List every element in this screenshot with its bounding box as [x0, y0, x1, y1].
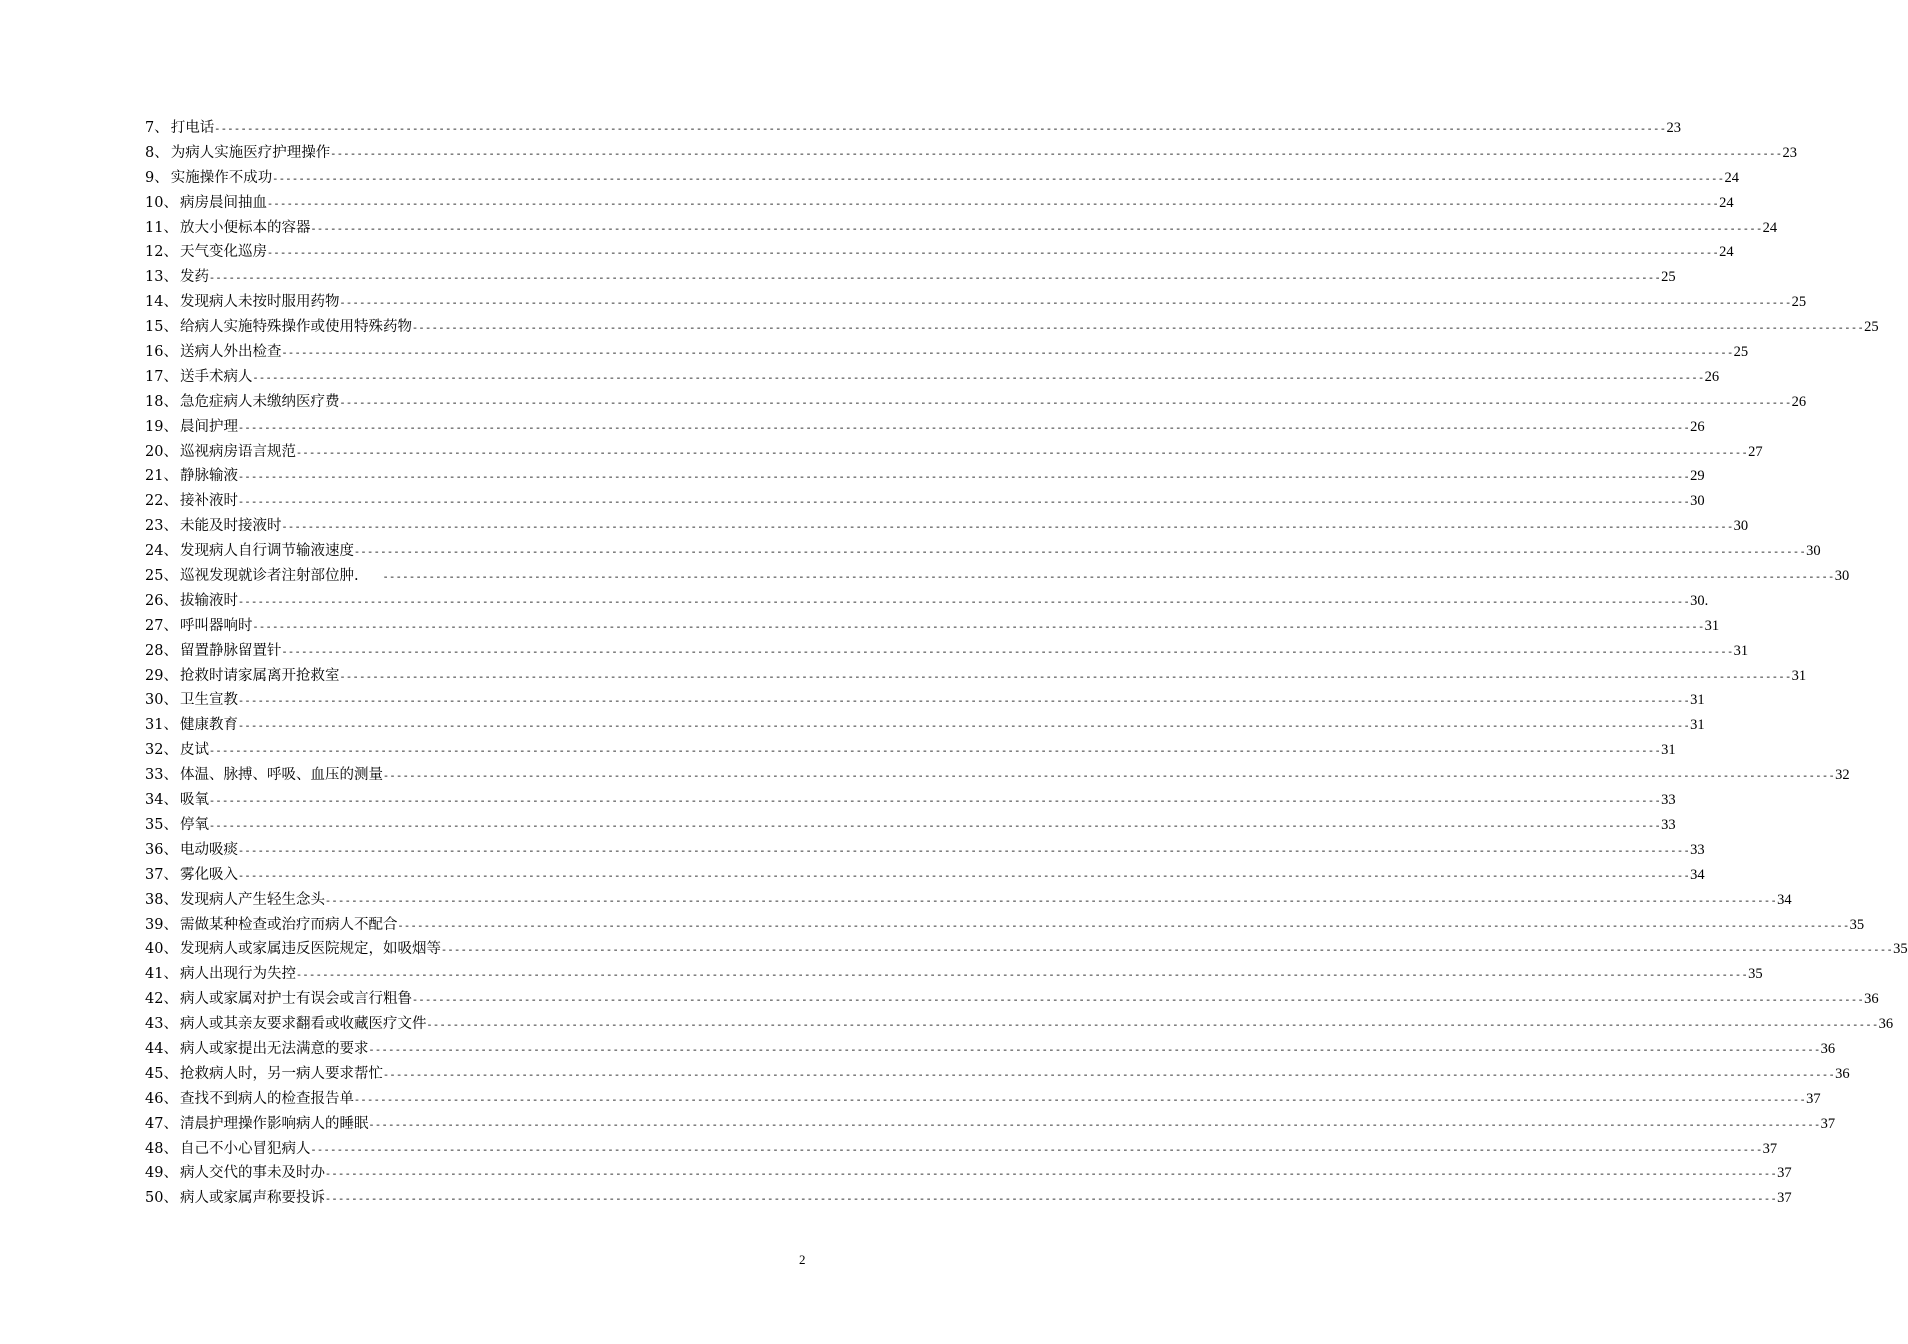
toc-entry-title: 病房晨间抽血 — [179, 194, 267, 211]
toc-dot-leader: ---------------------------------------------------------------------------------------------------------------------------------------------------------------------------------------------------------------------------- — [426, 1021, 1879, 1033]
toc-entry-separator: 、 — [163, 667, 178, 684]
toc-entry-number: 10 — [145, 194, 164, 211]
toc-entry[interactable] — [145, 1137, 1778, 1162]
toc-entry[interactable] — [145, 913, 1865, 938]
toc-entry-separator: 、 — [163, 443, 178, 460]
toc-entry-number: 25 — [145, 568, 164, 585]
toc-dot-leader: ---------------------------------------------------------------------------------------------------------------------------------------------------------------------------------------------------------------------------- — [266, 199, 1720, 211]
toc-dot-leader: ---------------------------------------------------------------------------------------------------------------------------------------------------------------------------------------------------------------------------- — [237, 498, 1691, 510]
toc-dot-leader: ---------------------------------------------------------------------------------------------------------------------------------------------------------------------------------------------------------------------------- — [382, 1070, 1836, 1082]
toc-entry-title: 留置静脉留置针 — [179, 642, 282, 659]
toc-entry-number: 23 — [145, 518, 164, 535]
toc-entry[interactable] — [145, 464, 1705, 489]
toc-entry-title: 发现病人或家属违反医院规定，如吸烟等 — [179, 941, 441, 958]
toc-entry-separator: 、 — [163, 368, 178, 385]
toc-entry-number: 8 — [145, 144, 155, 161]
toc-entry-title: 需做某种检查或治疗而病人不配合 — [179, 916, 398, 933]
toc-entry-number: 18 — [145, 393, 164, 410]
toc-entry-number: 36 — [145, 841, 164, 858]
toc-entry-number: 16 — [145, 344, 164, 361]
toc-dot-leader: ---------------------------------------------------------------------------------------------------------------------------------------------------------------------------------------------------------------------------- — [324, 1195, 1778, 1207]
toc-entry[interactable] — [145, 240, 1734, 265]
toc-entry-title: 皮试 — [179, 742, 209, 759]
toc-entry-separator: 、 — [163, 1115, 178, 1132]
toc-entry-title: 未能及时接液时 — [179, 518, 282, 535]
toc-dot-leader: ---------------------------------------------------------------------------------------------------------------------------------------------------------------------------------------------------------------------------- — [353, 548, 1807, 560]
toc-entry-title: 送手术病人 — [179, 368, 253, 385]
toc-entry[interactable] — [145, 863, 1705, 888]
toc-entry[interactable] — [145, 265, 1676, 290]
toc-entry-page: 26 — [1791, 393, 1807, 410]
toc-entry[interactable] — [145, 763, 1850, 788]
toc-entry-separator: 、 — [163, 393, 178, 410]
toc-dot-leader: ---------------------------------------------------------------------------------------------------------------------------------------------------------------------------------------------------------------------------- — [237, 722, 1691, 734]
toc-entry-separator: 、 — [163, 518, 178, 535]
toc-entry-title: 停氧 — [179, 816, 209, 833]
toc-entry[interactable] — [145, 1186, 1792, 1211]
toc-entry-separator: 、 — [163, 642, 178, 659]
toc-entry-number: 39 — [145, 916, 164, 933]
toc-entry-title: 病人或家提出无法满意的要求 — [179, 1040, 369, 1057]
toc-entry-separator: 、 — [163, 468, 178, 485]
toc-entry[interactable] — [145, 564, 1850, 589]
toc-entry[interactable] — [145, 713, 1705, 738]
toc-entry-page: 37 — [1806, 1090, 1821, 1107]
toc-entry-page: 29 — [1690, 468, 1705, 485]
toc-entry-number: 34 — [145, 792, 164, 809]
toc-dot-leader: ---------------------------------------------------------------------------------------------------------------------------------------------------------------------------------------------------------------------------- — [266, 249, 1720, 261]
toc-entry-separator: 、 — [163, 792, 178, 809]
toc-entry-title: 病人交代的事未及时办 — [179, 1165, 325, 1182]
toc-dot-leader: ---------------------------------------------------------------------------------------------------------------------------------------------------------------------------------------------------------------------------- — [330, 149, 1783, 161]
toc-entry-title: 发现病人自行调节输液速度 — [179, 543, 354, 560]
toc-dot-leader: ---------------------------------------------------------------------------------------------------------------------------------------------------------------------------------------------------------------------------- — [310, 224, 1763, 236]
toc-dot-leader: ---------------------------------------------------------------------------------------------------------------------------------------------------------------------------------------------------------------------------- — [237, 697, 1691, 709]
toc-dot-leader: ---------------------------------------------------------------------------------------------------------------------------------------------------------------------------------------------------------------------------- — [237, 846, 1691, 858]
toc-entry-number: 14 — [145, 294, 164, 311]
toc-dot-leader: ---------------------------------------------------------------------------------------------------------------------------------------------------------------------------------------------------------------------------- — [237, 597, 1691, 609]
toc-entry-title: 巡视病房语言规范 — [179, 443, 296, 460]
toc-entry-number: 30 — [145, 692, 164, 709]
toc-entry-number: 11 — [145, 219, 164, 236]
toc-entry[interactable] — [145, 489, 1705, 514]
toc-entry-number: 13 — [145, 269, 164, 286]
toc-dot-leader: ---------------------------------------------------------------------------------------------------------------------------------------------------------------------------------------------------------------------------- — [440, 946, 1894, 958]
toc-entry[interactable] — [145, 315, 1879, 340]
toc-entry-title: 查找不到病人的检查报告单 — [179, 1090, 354, 1107]
toc-entry-number: 17 — [145, 368, 164, 385]
toc-entry[interactable] — [145, 340, 1749, 365]
toc-entry[interactable] — [145, 888, 1792, 913]
toc-entry-page: 30 — [1806, 543, 1821, 560]
toc-entry[interactable] — [145, 1062, 1850, 1087]
toc-entry[interactable] — [145, 514, 1749, 539]
toc-entry-page: 27 — [1748, 443, 1763, 460]
toc-entry-title: 放大小便标本的容器 — [179, 219, 311, 236]
toc-entry-number: 28 — [145, 642, 164, 659]
toc-entry-title: 雾化吸入 — [179, 866, 238, 883]
table-of-contents — [145, 116, 1908, 1211]
toc-entry-separator: 、 — [163, 692, 178, 709]
toc-entry-page: 25 — [1733, 344, 1749, 361]
toc-dot-leader: ---------------------------------------------------------------------------------------------------------------------------------------------------------------------------------------------------------------------------- — [237, 423, 1691, 435]
toc-dot-leader: ---------------------------------------------------------------------------------------------------------------------------------------------------------------------------------------------------------------------------- — [281, 647, 1734, 659]
toc-entry-title: 自己不小心冒犯病人 — [179, 1140, 311, 1157]
toc-entry-page: 24 — [1724, 169, 1739, 186]
toc-entry-title: 拔输液时 — [179, 592, 238, 609]
toc-dot-leader: ---------------------------------------------------------------------------------------------------------------------------------------------------------------------------------------------------------------------------- — [272, 174, 1725, 186]
toc-entry-separator: 、 — [154, 169, 169, 186]
toc-entry-title: 急危症病人未缴纳医疗费 — [179, 393, 340, 410]
toc-entry[interactable] — [145, 440, 1763, 465]
toc-entry-number: 20 — [145, 443, 164, 460]
toc-entry-title: 接补液时 — [179, 493, 238, 510]
toc-entry-separator: 、 — [163, 1165, 178, 1182]
toc-entry-number: 37 — [145, 866, 164, 883]
toc-entry-number: 31 — [145, 717, 164, 734]
toc-entry[interactable] — [145, 141, 1797, 166]
toc-entry-page: 26 — [1704, 368, 1720, 385]
toc-entry-title: 呼叫器响时 — [179, 617, 253, 634]
toc-entry[interactable] — [145, 116, 1681, 141]
toc-dot-leader: ---------------------------------------------------------------------------------------------------------------------------------------------------------------------------------------------------------------------------- — [237, 473, 1691, 485]
toc-entry-title: 实施操作不成功 — [170, 169, 273, 186]
toc-entry-title: 天气变化巡房 — [179, 244, 267, 261]
toc-entry[interactable] — [145, 1112, 1836, 1137]
toc-dot-leader: ---------------------------------------------------------------------------------------------------------------------------------------------------------------------------------------------------------------------------- — [339, 672, 1792, 684]
toc-dot-leader: ---------------------------------------------------------------------------------------------------------------------------------------------------------------------------------------------------------------------------- — [208, 797, 1662, 809]
toc-entry[interactable] — [145, 688, 1705, 713]
toc-entry-number: 27 — [145, 617, 164, 634]
toc-entry-page: 24 — [1762, 219, 1778, 236]
toc-entry-number: 38 — [145, 891, 164, 908]
toc-entry-separator: 、 — [163, 767, 178, 784]
toc-entry-number: 22 — [145, 493, 164, 510]
toc-entry-page: 31 — [1690, 717, 1705, 734]
toc-entry-page: 30 — [1834, 568, 1850, 585]
toc-entry-separator: 、 — [163, 742, 178, 759]
toc-entry-number: 48 — [145, 1140, 164, 1157]
toc-dot-leader: ---------------------------------------------------------------------------------------------------------------------------------------------------------------------------------------------------------------------------- — [208, 747, 1662, 759]
toc-entry-separator: 、 — [163, 916, 178, 933]
toc-entry-separator: 、 — [163, 1040, 178, 1057]
toc-entry[interactable] — [145, 664, 1807, 689]
toc-dot-leader: ---------------------------------------------------------------------------------------------------------------------------------------------------------------------------------------------------------------------------- — [397, 921, 1850, 933]
toc-entry[interactable] — [145, 415, 1705, 440]
toc-entry-page: 36 — [1878, 1016, 1894, 1033]
toc-entry-number: 49 — [145, 1165, 164, 1182]
toc-entry-page: 24 — [1719, 244, 1734, 261]
toc-entry-title: 清晨护理操作影响病人的睡眠 — [179, 1115, 369, 1132]
toc-entry[interactable] — [145, 838, 1705, 863]
toc-dot-leader: ---------------------------------------------------------------------------------------------------------------------------------------------------------------------------------------------------------------------------- — [339, 398, 1792, 410]
toc-entry[interactable] — [145, 1012, 1894, 1037]
toc-entry-title: 发药 — [179, 269, 209, 286]
toc-entry[interactable] — [145, 813, 1676, 838]
toc-entry[interactable] — [145, 216, 1778, 241]
toc-entry-number: 50 — [145, 1190, 164, 1207]
toc-entry-separator: 、 — [163, 717, 178, 734]
toc-entry-separator: 、 — [163, 219, 178, 236]
toc-dot-leader: ---------------------------------------------------------------------------------------------------------------------------------------------------------------------------------------------------------------------------- — [252, 373, 1705, 385]
toc-entry-page: 25 — [1791, 294, 1807, 311]
toc-entry-title: 发现病人产生轻生念头 — [179, 891, 325, 908]
toc-entry-number: 41 — [145, 966, 164, 983]
toc-entry[interactable] — [145, 639, 1749, 664]
toc-dot-leader: ---------------------------------------------------------------------------------------------------------------------------------------------------------------------------------------------------------------------------- — [252, 622, 1705, 634]
toc-dot-leader: ---------------------------------------------------------------------------------------------------------------------------------------------------------------------------------------------------------------------------- — [281, 349, 1734, 361]
toc-entry-number: 29 — [145, 667, 164, 684]
toc-entry-number: 47 — [145, 1115, 164, 1132]
toc-entry-page: 37 — [1762, 1140, 1778, 1157]
toc-entry-number: 24 — [145, 543, 164, 560]
toc-entry-separator: 、 — [163, 1016, 178, 1033]
toc-entry-page: 23 — [1782, 144, 1797, 161]
toc-entry-page: 33 — [1661, 792, 1676, 809]
toc-entry-separator: 、 — [163, 194, 178, 211]
toc-entry-separator: 、 — [163, 568, 178, 585]
toc-entry-number: 35 — [145, 816, 164, 833]
toc-entry-title: 打电话 — [170, 120, 215, 136]
toc-entry-page: 30. — [1690, 592, 1709, 609]
toc-entry-title: 病人出现行为失控 — [179, 966, 296, 983]
toc-entry-title: 病人或家属对护士有误会或言行粗鲁 — [179, 991, 412, 1008]
toc-entry[interactable] — [145, 166, 1739, 191]
toc-entry-page: 30 — [1733, 518, 1749, 535]
toc-entry-title: 晨间护理 — [179, 418, 238, 435]
toc-dot-leader: ---------------------------------------------------------------------------------------------------------------------------------------------------------------------------------------------------------------------------- — [382, 772, 1836, 784]
toc-entry-separator: 、 — [163, 344, 178, 361]
toc-entry[interactable] — [145, 987, 1879, 1012]
toc-entry-number: 7 — [145, 120, 155, 136]
toc-entry-separator: 、 — [163, 294, 178, 311]
toc-entry-separator: 、 — [163, 269, 178, 286]
toc-entry-separator: 、 — [163, 941, 178, 958]
toc-entry-separator: 、 — [163, 493, 178, 510]
toc-entry-page: 25 — [1661, 269, 1676, 286]
toc-entry-number: 15 — [145, 319, 164, 336]
toc-entry-separator: 、 — [163, 244, 178, 261]
toc-entry-separator: 、 — [163, 543, 178, 560]
toc-entry-title: 体温、脉搏、呼吸、血压的测量 — [179, 767, 383, 784]
toc-entry-number: 40 — [145, 941, 164, 958]
toc-entry-page: 36 — [1835, 1065, 1850, 1082]
toc-entry-page: 37 — [1820, 1115, 1836, 1132]
toc-entry-page: 34 — [1690, 866, 1705, 883]
toc-entry[interactable] — [145, 788, 1676, 813]
toc-entry[interactable] — [145, 937, 1908, 962]
toc-entry-title: 电动吸痰 — [179, 841, 238, 858]
page-number: 2 — [799, 1252, 806, 1267]
toc-dot-leader: ---------------------------------------------------------------------------------------------------------------------------------------------------------------------------------------------------------------------------- — [214, 125, 1667, 136]
toc-entry-title: 抢救时请家属离开抢救室 — [179, 667, 340, 684]
toc-entry-page: 31 — [1791, 667, 1807, 684]
toc-dot-leader: ---------------------------------------------------------------------------------------------------------------------------------------------------------------------------------------------------------------------------- — [353, 1095, 1807, 1107]
toc-entry-title: 给病人实施特殊操作或使用特殊药物 — [179, 319, 412, 336]
toc-entry-separator: 、 — [163, 617, 178, 634]
toc-entry[interactable] — [145, 738, 1676, 763]
toc-entry-number: 46 — [145, 1090, 164, 1107]
toc-entry[interactable] — [145, 614, 1720, 639]
toc-entry-page: 37 — [1777, 1190, 1792, 1207]
toc-entry-number: 42 — [145, 991, 164, 1008]
toc-entry-separator: 、 — [163, 592, 178, 609]
toc-entry-page: 35 — [1748, 966, 1763, 983]
toc-entry-separator: 、 — [163, 1090, 178, 1107]
toc-entry-separator: 、 — [163, 891, 178, 908]
toc-dot-leader: ---------------------------------------------------------------------------------------------------------------------------------------------------------------------------------------------------------------------------- — [368, 1045, 1821, 1057]
toc-entry-title: 病人或其亲友要求翻看或收藏医疗文件 — [179, 1016, 427, 1033]
toc-entry-page: 31 — [1661, 742, 1676, 759]
toc-dot-leader: ---------------------------------------------------------------------------------------------------------------------------------------------------------------------------------------------------------------------------- — [310, 1145, 1763, 1157]
toc-entry-title: 病人或家属声称要投诉 — [179, 1190, 325, 1207]
toc-entry-page: 31 — [1704, 617, 1720, 634]
toc-entry-number: 32 — [145, 742, 164, 759]
toc-entry[interactable] — [145, 1037, 1836, 1062]
toc-entry[interactable] — [145, 1087, 1821, 1112]
toc-entry-page: 34 — [1777, 891, 1792, 908]
toc-dot-leader: ---------------------------------------------------------------------------------------------------------------------------------------------------------------------------------------------------------------------------- — [324, 896, 1778, 908]
toc-entry-number: 45 — [145, 1065, 164, 1082]
toc-entry-separator: 、 — [163, 966, 178, 983]
toc-dot-leader: ---------------------------------------------------------------------------------------------------------------------------------------------------------------------------------------------------------------------------- — [208, 274, 1662, 286]
toc-entry[interactable] — [145, 539, 1821, 564]
toc-entry[interactable] — [145, 290, 1807, 315]
toc-entry-number: 19 — [145, 418, 164, 435]
toc-dot-leader: ---------------------------------------------------------------------------------------------------------------------------------------------------------------------------------------------------------------------------- — [411, 324, 1865, 336]
toc-entry-separator: 、 — [163, 991, 178, 1008]
toc-dot-leader: ---------------------------------------------------------------------------------------------------------------------------------------------------------------------------------------------------------------------------- — [208, 821, 1662, 833]
toc-entry-page: 32 — [1835, 767, 1850, 784]
toc-entry-separator: 、 — [154, 120, 169, 136]
toc-entry-page: 25 — [1864, 319, 1879, 336]
toc-entry-number: 44 — [145, 1040, 164, 1057]
toc-entry-number: 33 — [145, 767, 164, 784]
toc-entry-separator: 、 — [163, 1140, 178, 1157]
toc-dot-leader: ---------------------------------------------------------------------------------------------------------------------------------------------------------------------------------------------------------------------------- — [382, 573, 1835, 585]
toc-entry-title: 送病人外出检查 — [179, 344, 282, 361]
toc-dot-leader: ---------------------------------------------------------------------------------------------------------------------------------------------------------------------------------------------------------------------------- — [295, 448, 1749, 460]
toc-entry-page: 26 — [1690, 418, 1705, 435]
toc-entry-separator: 、 — [163, 1065, 178, 1082]
toc-entry-page: 36 — [1864, 991, 1879, 1008]
toc-entry-page: 35 — [1893, 941, 1908, 958]
toc-entry-title: 吸氧 — [179, 792, 209, 809]
toc-entry-title: 健康教育 — [179, 717, 238, 734]
toc-entry[interactable] — [145, 390, 1807, 415]
toc-entry-page: 33 — [1690, 841, 1705, 858]
toc-entry-separator: 、 — [163, 1190, 178, 1207]
toc-entry[interactable] — [145, 191, 1734, 216]
toc-entry-page: 31 — [1733, 642, 1749, 659]
toc-entry-page: 37 — [1777, 1165, 1792, 1182]
toc-entry-title: 抢救病人时，另一病人要求帮忙 — [179, 1065, 383, 1082]
toc-entry-number: 12 — [145, 244, 164, 261]
toc-entry-separator: 、 — [163, 841, 178, 858]
toc-entry-separator: 、 — [163, 816, 178, 833]
toc-entry-page: 35 — [1849, 916, 1865, 933]
toc-entry-separator: 、 — [163, 319, 178, 336]
toc-dot-leader: ---------------------------------------------------------------------------------------------------------------------------------------------------------------------------------------------------------------------------- — [295, 971, 1749, 983]
toc-entry-page: 36 — [1820, 1040, 1836, 1057]
toc-entry[interactable] — [145, 1161, 1792, 1186]
toc-dot-leader: ---------------------------------------------------------------------------------------------------------------------------------------------------------------------------------------------------------------------------- — [411, 996, 1865, 1008]
toc-entry-separator: 、 — [163, 418, 178, 435]
toc-entry[interactable] — [145, 365, 1720, 390]
toc-entry-separator: 、 — [154, 144, 169, 161]
toc-entry-page: 23 — [1666, 120, 1681, 136]
toc-entry-page: 24 — [1719, 194, 1734, 211]
toc-entry-number: 26 — [145, 592, 164, 609]
toc-entry-title: 卫生宣教 — [179, 692, 238, 709]
toc-entry-title: 发现病人未按时服用药物 — [179, 294, 340, 311]
toc-entry-title: 静脉输液 — [179, 468, 238, 485]
toc-entry-page: 31 — [1690, 692, 1705, 709]
toc-entry[interactable] — [145, 962, 1763, 987]
toc-entry[interactable] — [145, 589, 1709, 614]
toc-dot-leader: ---------------------------------------------------------------------------------------------------------------------------------------------------------------------------------------------------------------------------- — [368, 1120, 1821, 1132]
toc-entry-title: 巡视发现就诊者注射部位肿. — [179, 568, 359, 585]
toc-entry-number: 9 — [145, 169, 155, 186]
toc-entry-page: 30 — [1690, 493, 1705, 510]
toc-entry-number: 21 — [145, 468, 164, 485]
toc-dot-leader: ---------------------------------------------------------------------------------------------------------------------------------------------------------------------------------------------------------------------------- — [281, 523, 1734, 535]
toc-entry-title: 为病人实施医疗护理操作 — [170, 144, 331, 161]
toc-entry-separator: 、 — [163, 866, 178, 883]
toc-dot-leader: ---------------------------------------------------------------------------------------------------------------------------------------------------------------------------------------------------------------------------- — [237, 871, 1691, 883]
toc-entry-page: 33 — [1661, 816, 1676, 833]
toc-entry-number: 43 — [145, 1016, 164, 1033]
toc-dot-leader: ---------------------------------------------------------------------------------------------------------------------------------------------------------------------------------------------------------------------------- — [324, 1170, 1778, 1182]
toc-dot-leader: ---------------------------------------------------------------------------------------------------------------------------------------------------------------------------------------------------------------------------- — [339, 299, 1792, 311]
